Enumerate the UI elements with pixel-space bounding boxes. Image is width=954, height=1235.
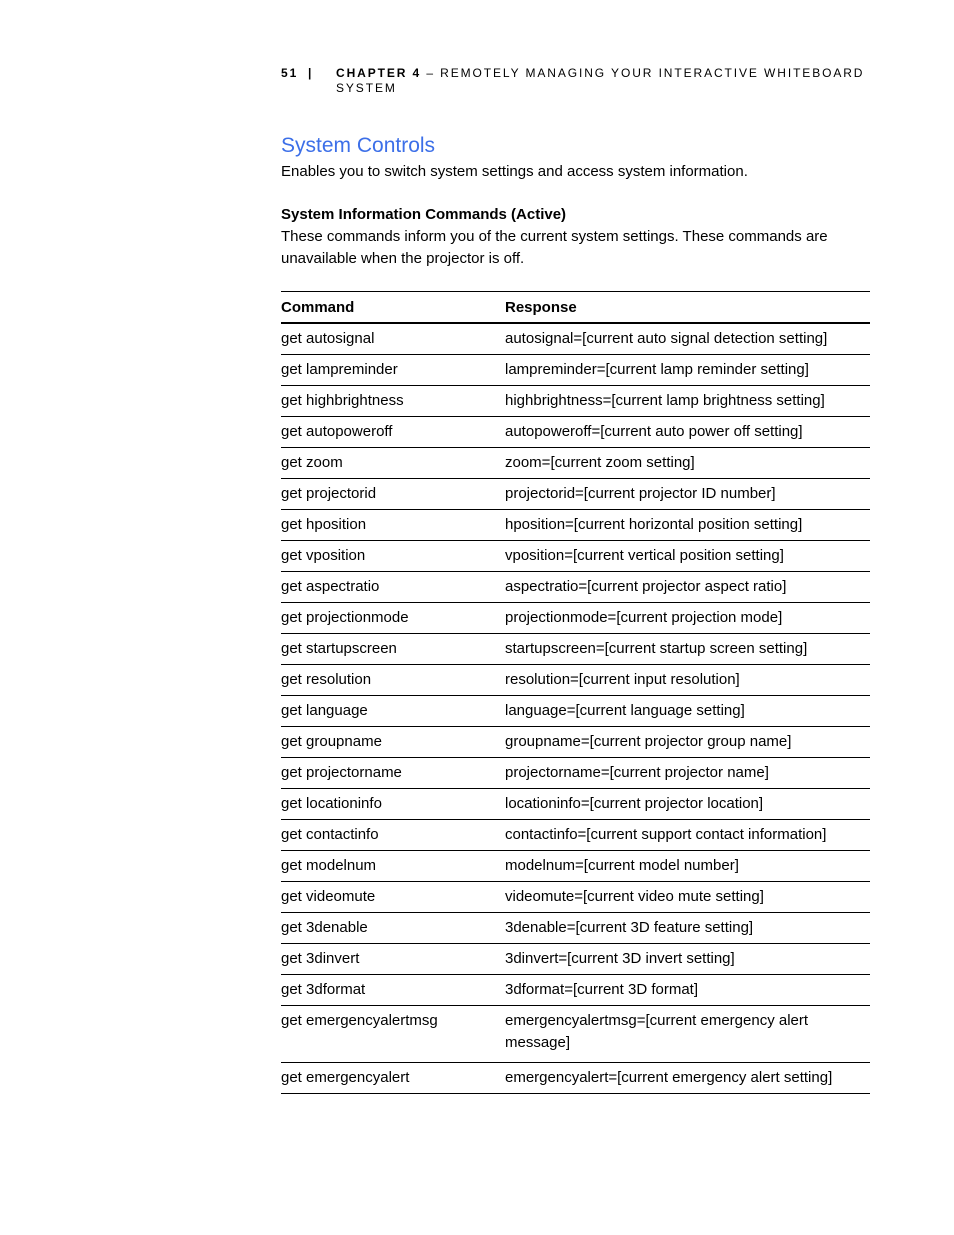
- response-cell: lampreminder=[current lamp reminder setting]: [505, 355, 870, 386]
- table-row: [281, 603, 870, 634]
- table-row: [281, 572, 870, 603]
- response-cell: emergencyalertmsg=[current emergency alert message]: [505, 1006, 870, 1063]
- command-cell: get groupname: [281, 727, 505, 758]
- command-cell: get vposition: [281, 541, 505, 572]
- command-cell: get emergencyalertmsg: [281, 1006, 505, 1063]
- table-row: [281, 913, 870, 944]
- chapter-title-text: – REMOTELY MANAGING YOUR INTERACTIVE WHITEBOARD SYSTEM: [336, 66, 865, 95]
- column-header-command: Command: [281, 292, 505, 324]
- table-row: [281, 727, 870, 758]
- command-cell: get emergencyalert: [281, 1063, 505, 1094]
- command-cell: get locationinfo: [281, 789, 505, 820]
- command-cell: get resolution: [281, 665, 505, 696]
- table-row: [281, 355, 870, 386]
- response-cell: highbrightness=[current lamp brightness setting]: [505, 386, 870, 417]
- response-cell: resolution=[current input resolution]: [505, 665, 870, 696]
- command-cell: get contactinfo: [281, 820, 505, 851]
- response-cell: contactinfo=[current support contact information]: [505, 820, 870, 851]
- header-separator: |: [308, 66, 314, 80]
- command-cell: get modelnum: [281, 851, 505, 882]
- response-cell: locationinfo=[current projector location]: [505, 789, 870, 820]
- subheading: System Information Commands (Active): [281, 206, 567, 223]
- table-row: [281, 944, 870, 975]
- table-row: [281, 541, 870, 572]
- command-cell: get 3dformat: [281, 975, 505, 1006]
- response-cell: projectionmode=[current projection mode]: [505, 603, 870, 634]
- command-cell: get zoom: [281, 448, 505, 479]
- table-row: [281, 758, 870, 789]
- chapter-label: CHAPTER 4: [336, 66, 422, 80]
- section-description: These commands inform you of the current system settings. These commands are unavailable when the projector is off.: [281, 228, 828, 267]
- table-row: [281, 634, 870, 665]
- command-cell: get lampreminder: [281, 355, 505, 386]
- response-cell: autosignal=[current auto signal detection setting]: [505, 323, 870, 355]
- command-cell: get aspectratio: [281, 572, 505, 603]
- response-cell: startupscreen=[current startup screen setting]: [505, 634, 870, 665]
- response-cell: groupname=[current projector group name]: [505, 727, 870, 758]
- response-cell: language=[current language setting]: [505, 696, 870, 727]
- command-cell: get projectionmode: [281, 603, 505, 634]
- table-row: [281, 1006, 870, 1063]
- response-cell: projectorname=[current projector name]: [505, 758, 870, 789]
- table-row: [281, 665, 870, 696]
- table-header-row: [281, 292, 870, 324]
- command-cell: get 3dinvert: [281, 944, 505, 975]
- table-row: [281, 448, 870, 479]
- section-title: System Controls: [281, 134, 436, 157]
- command-cell: get hposition: [281, 510, 505, 541]
- response-cell: modelnum=[current model number]: [505, 851, 870, 882]
- table-row: [281, 510, 870, 541]
- table-row: [281, 479, 870, 510]
- command-cell: get highbrightness: [281, 386, 505, 417]
- table-row: [281, 386, 870, 417]
- section-intro: Enables you to switch system settings and access system information.: [281, 163, 748, 180]
- response-cell: aspectratio=[current projector aspect ratio]: [505, 572, 870, 603]
- response-cell: 3dinvert=[current 3D invert setting]: [505, 944, 870, 975]
- table-row: [281, 1063, 870, 1094]
- table-row: [281, 696, 870, 727]
- page-number: 51: [281, 66, 299, 80]
- column-header-response: Response: [505, 292, 870, 324]
- command-cell: get language: [281, 696, 505, 727]
- command-cell: get autopoweroff: [281, 417, 505, 448]
- command-cell: get projectorid: [281, 479, 505, 510]
- table-row: [281, 820, 870, 851]
- table-row: [281, 323, 870, 355]
- response-cell: zoom=[current zoom setting]: [505, 448, 870, 479]
- command-cell: get projectorname: [281, 758, 505, 789]
- table-row: [281, 975, 870, 1006]
- table-row: [281, 789, 870, 820]
- command-cell: get autosignal: [281, 323, 505, 355]
- table-row: [281, 851, 870, 882]
- command-cell: get videomute: [281, 882, 505, 913]
- response-cell: emergencyalert=[current emergency alert setting]: [505, 1063, 870, 1094]
- command-cell: get 3denable: [281, 913, 505, 944]
- table-row: [281, 417, 870, 448]
- table-body: [281, 323, 870, 1094]
- response-cell: 3denable=[current 3D feature setting]: [505, 913, 870, 944]
- response-cell: vposition=[current vertical position setting]: [505, 541, 870, 572]
- chapter-title: [336, 66, 876, 96]
- response-cell: autopoweroff=[current auto power off setting]: [505, 417, 870, 448]
- response-cell: 3dformat=[current 3D format]: [505, 975, 870, 1006]
- table-row: [281, 882, 870, 913]
- response-cell: projectorid=[current projector ID number]: [505, 479, 870, 510]
- command-table: [281, 291, 870, 1094]
- command-cell: get startupscreen: [281, 634, 505, 665]
- response-cell: hposition=[current horizontal position setting]: [505, 510, 870, 541]
- response-cell: videomute=[current video mute setting]: [505, 882, 870, 913]
